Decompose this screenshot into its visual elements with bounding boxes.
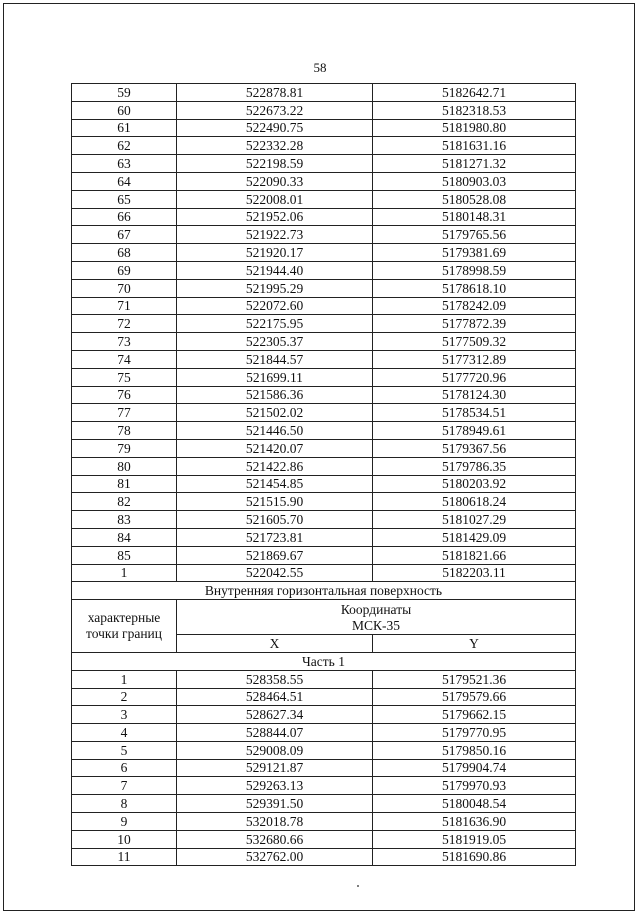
- point-number: 67: [72, 226, 177, 244]
- x-coordinate: 522305.37: [177, 333, 373, 351]
- y-coordinate: 5181690.86: [373, 848, 576, 866]
- x-coordinate: 529263.13: [177, 777, 373, 795]
- point-number: 10: [72, 830, 177, 848]
- y-coordinate: 5178534.51: [373, 404, 576, 422]
- x-coordinate: 529008.09: [177, 741, 373, 759]
- y-coordinate: 5181631.16: [373, 137, 576, 155]
- table-row: [72, 350, 576, 368]
- x-coordinate: 522878.81: [177, 84, 373, 102]
- y-coordinate: 5180528.08: [373, 190, 576, 208]
- x-coordinate: 522332.28: [177, 137, 373, 155]
- x-coordinate: 522042.55: [177, 564, 373, 582]
- y-coordinate: 5179579.66: [373, 688, 576, 706]
- y-coordinate: 5178242.09: [373, 297, 576, 315]
- point-number: 74: [72, 350, 177, 368]
- point-number: 1: [72, 564, 177, 582]
- point-number: 11: [72, 848, 177, 866]
- table-row: [72, 208, 576, 226]
- table-row: [72, 333, 576, 351]
- point-number: 80: [72, 457, 177, 475]
- point-number: 64: [72, 172, 177, 190]
- x-coordinate: 521515.90: [177, 493, 373, 511]
- table-header: [72, 582, 576, 670]
- y-coordinate: 5180903.03: [373, 172, 576, 190]
- y-coordinate: 5181027.29: [373, 511, 576, 529]
- table-row: [72, 813, 576, 831]
- y-coordinate: 5180618.24: [373, 493, 576, 511]
- x-coordinate: 522673.22: [177, 101, 373, 119]
- table-row: [72, 457, 576, 475]
- part-row: [72, 652, 576, 670]
- point-number: 84: [72, 528, 177, 546]
- point-number: 77: [72, 404, 177, 422]
- point-number: 5: [72, 741, 177, 759]
- x-coordinate: 521920.17: [177, 244, 373, 262]
- x-coordinate: 521869.67: [177, 546, 373, 564]
- y-coordinate: 5178124.30: [373, 386, 576, 404]
- x-coordinate: 532018.78: [177, 813, 373, 831]
- x-coordinate: 521922.73: [177, 226, 373, 244]
- coordinates-header-line1: Координаты: [340, 602, 412, 618]
- table-row: [72, 475, 576, 493]
- table-row: [72, 439, 576, 457]
- x-coordinate: 521995.29: [177, 279, 373, 297]
- x-coordinate: 521952.06: [177, 208, 373, 226]
- table-row: [72, 706, 576, 724]
- point-number: 83: [72, 511, 177, 529]
- y-coordinate: 5179381.69: [373, 244, 576, 262]
- point-number: 68: [72, 244, 177, 262]
- x-coordinate: 521844.57: [177, 350, 373, 368]
- point-number: 73: [72, 333, 177, 351]
- point-number: 61: [72, 119, 177, 137]
- point-number: 76: [72, 386, 177, 404]
- point-number: 59: [72, 84, 177, 102]
- y-coordinate: 5177720.96: [373, 368, 576, 386]
- point-number: 70: [72, 279, 177, 297]
- x-coordinate: 521723.81: [177, 528, 373, 546]
- point-number: 3: [72, 706, 177, 724]
- x-coordinate: 528358.55: [177, 670, 373, 688]
- x-coordinate: 528627.34: [177, 706, 373, 724]
- y-coordinate: 5180048.54: [373, 795, 576, 813]
- x-coordinate: 528464.51: [177, 688, 373, 706]
- x-coordinate: 522008.01: [177, 190, 373, 208]
- point-number: 4: [72, 724, 177, 742]
- x-coordinate: 529391.50: [177, 795, 373, 813]
- point-number: 2: [72, 688, 177, 706]
- y-coordinate: 5181919.05: [373, 830, 576, 848]
- x-coordinate: 521944.40: [177, 261, 373, 279]
- table-row: [72, 315, 576, 333]
- table-row: [72, 670, 576, 688]
- part-label: Часть 1: [72, 652, 576, 670]
- point-number: 1: [72, 670, 177, 688]
- coordinates-table: [71, 83, 576, 866]
- table-row: [72, 279, 576, 297]
- point-number: 71: [72, 297, 177, 315]
- table-row: [72, 297, 576, 315]
- x-coordinate: 529121.87: [177, 759, 373, 777]
- table-row: [72, 368, 576, 386]
- point-number: 79: [72, 439, 177, 457]
- table-row: [72, 404, 576, 422]
- y-coordinate: 5182318.53: [373, 101, 576, 119]
- table-row: [72, 511, 576, 529]
- table-row: [72, 848, 576, 866]
- x-coordinate: 521454.85: [177, 475, 373, 493]
- y-coordinate: 5177312.89: [373, 350, 576, 368]
- table-row: [72, 119, 576, 137]
- table-row: [72, 688, 576, 706]
- y-coordinate: 5179770.95: [373, 724, 576, 742]
- table-body-top: [72, 84, 576, 582]
- point-number: 8: [72, 795, 177, 813]
- table-row: [72, 564, 576, 582]
- page-number: 58: [313, 60, 327, 75]
- point-number: 69: [72, 261, 177, 279]
- y-coordinate: 5179786.35: [373, 457, 576, 475]
- y-coordinate: 5181980.80: [373, 119, 576, 137]
- table-row: [72, 190, 576, 208]
- y-coordinate: 5182642.71: [373, 84, 576, 102]
- x-coordinate: 532762.00: [177, 848, 373, 866]
- point-number: 62: [72, 137, 177, 155]
- x-coordinate: 522490.75: [177, 119, 373, 137]
- table-row: [72, 155, 576, 173]
- table-row: [72, 759, 576, 777]
- point-number: 60: [72, 101, 177, 119]
- y-coordinate: 5178618.10: [373, 279, 576, 297]
- y-coordinate: 5180148.31: [373, 208, 576, 226]
- x-coordinate: 521422.86: [177, 457, 373, 475]
- table-row: [72, 244, 576, 262]
- point-number: 6: [72, 759, 177, 777]
- point-number: 75: [72, 368, 177, 386]
- x-coordinate: 521446.50: [177, 422, 373, 440]
- table-row: [72, 724, 576, 742]
- table-row: [72, 101, 576, 119]
- x-coordinate: 522072.60: [177, 297, 373, 315]
- point-number: 9: [72, 813, 177, 831]
- x-header: X: [177, 635, 373, 653]
- x-coordinate: 521502.02: [177, 404, 373, 422]
- table-row: [72, 830, 576, 848]
- y-coordinate: 5177872.39: [373, 315, 576, 333]
- x-coordinate: 532680.66: [177, 830, 373, 848]
- points-header: характерные точки границ: [72, 600, 177, 653]
- point-number: 72: [72, 315, 177, 333]
- table-row: [72, 493, 576, 511]
- section-title: Внутренняя горизонтальная поверхность: [72, 582, 576, 600]
- y-coordinate: 5182203.11: [373, 564, 576, 582]
- point-number: 7: [72, 777, 177, 795]
- table-row: [72, 226, 576, 244]
- point-number: 66: [72, 208, 177, 226]
- coordinates-header: [177, 600, 576, 635]
- scan-speck: [357, 885, 359, 887]
- point-number: 78: [72, 422, 177, 440]
- y-coordinate: 5180203.92: [373, 475, 576, 493]
- table-row: [72, 172, 576, 190]
- y-coordinate: 5181821.66: [373, 546, 576, 564]
- y-coordinate: 5179662.15: [373, 706, 576, 724]
- x-coordinate: 528844.07: [177, 724, 373, 742]
- table-row: [72, 528, 576, 546]
- table-row: [72, 84, 576, 102]
- x-coordinate: 522175.95: [177, 315, 373, 333]
- point-number: 85: [72, 546, 177, 564]
- x-coordinate: 521699.11: [177, 368, 373, 386]
- y-coordinate: 5177509.32: [373, 333, 576, 351]
- table-row: [72, 137, 576, 155]
- y-coordinate: 5179850.16: [373, 741, 576, 759]
- y-coordinate: 5179521.36: [373, 670, 576, 688]
- y-coordinate: 5179970.93: [373, 777, 576, 795]
- y-coordinate: 5179765.56: [373, 226, 576, 244]
- table-row: [72, 546, 576, 564]
- x-coordinate: 521420.07: [177, 439, 373, 457]
- y-coordinate: 5179904.74: [373, 759, 576, 777]
- table-row: [72, 741, 576, 759]
- y-coordinate: 5181429.09: [373, 528, 576, 546]
- table-row: [72, 261, 576, 279]
- table-row: [72, 777, 576, 795]
- x-coordinate: 522198.59: [177, 155, 373, 173]
- table-row: [72, 386, 576, 404]
- table-row: [72, 422, 576, 440]
- x-coordinate: 521605.70: [177, 511, 373, 529]
- point-number: 81: [72, 475, 177, 493]
- y-coordinate: 5181636.90: [373, 813, 576, 831]
- y-coordinate: 5178998.59: [373, 261, 576, 279]
- point-number: 82: [72, 493, 177, 511]
- table-body-part1: [72, 670, 576, 866]
- x-coordinate: 522090.33: [177, 172, 373, 190]
- y-coordinate: 5178949.61: [373, 422, 576, 440]
- y-coordinate: 5179367.56: [373, 439, 576, 457]
- section-title-row: [72, 582, 576, 600]
- y-header: Y: [373, 635, 576, 653]
- point-number: 65: [72, 190, 177, 208]
- point-number: 63: [72, 155, 177, 173]
- y-coordinate: 5181271.32: [373, 155, 576, 173]
- coordinates-header-line2: МСК-35: [351, 618, 400, 634]
- x-coordinate: 521586.36: [177, 386, 373, 404]
- table-row: [72, 795, 576, 813]
